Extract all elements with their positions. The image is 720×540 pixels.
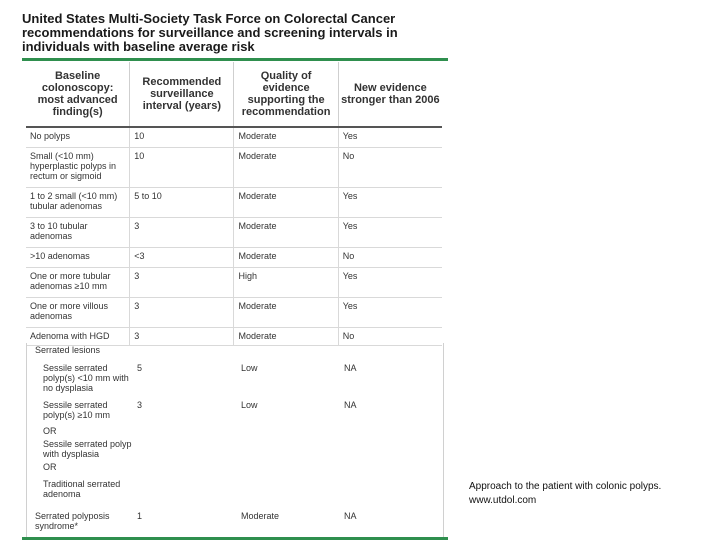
serrated-interval: 5 — [137, 363, 143, 373]
cell-interval: 10 — [130, 127, 234, 147]
header-quality: Quality of evidence supporting the recommendation — [234, 62, 338, 127]
cell-quality: Moderate — [234, 297, 338, 327]
cell-quality: Moderate — [234, 127, 338, 147]
serrated-finding: OR — [43, 462, 57, 472]
serrated-finding: Traditional serrated adenoma — [43, 479, 121, 499]
table-row — [26, 187, 442, 217]
header-new-evidence: New evidence stronger than 2006 — [338, 62, 442, 127]
cell-quality: Moderate — [234, 327, 338, 345]
cell-new: Yes — [338, 267, 442, 297]
cell-finding: No polyps — [26, 127, 130, 147]
cell-finding: One or more villous adenomas — [26, 297, 130, 327]
cell-new: Yes — [338, 297, 442, 327]
cell-interval: <3 — [130, 247, 234, 267]
cell-new: No — [338, 327, 442, 345]
cell-new: Yes — [338, 187, 442, 217]
serrated-interval: 1 — [137, 511, 143, 521]
cell-new: Yes — [338, 127, 442, 147]
top-divider — [22, 58, 448, 61]
cell-new: No — [338, 247, 442, 267]
table-row — [26, 127, 442, 147]
serrated-new: NA — [344, 363, 357, 373]
table-row — [26, 297, 442, 327]
cell-interval: 3 — [130, 267, 234, 297]
cell-quality: Moderate — [234, 217, 338, 247]
table-row — [26, 217, 442, 247]
cell-quality: Moderate — [234, 187, 338, 217]
surveillance-table — [26, 62, 442, 346]
header-interval: Recommended surveillance interval (years) — [130, 62, 234, 127]
serrated-finding: OR — [43, 426, 57, 436]
serrated-interval: 3 — [137, 400, 143, 410]
cell-finding: One or more tubular adenomas ≥10 mm — [26, 267, 130, 297]
cell-interval: 5 to 10 — [130, 187, 234, 217]
surveillance-table-grid — [26, 62, 442, 346]
cell-finding: >10 adenomas — [26, 247, 130, 267]
cell-interval: 3 — [130, 297, 234, 327]
serrated-quality: Moderate — [241, 511, 280, 521]
cell-interval: 10 — [130, 147, 234, 187]
table-header-row — [26, 62, 442, 127]
cell-interval: 3 — [130, 217, 234, 247]
cell-finding: 1 to 2 small (<10 mm) tubular adenomas — [26, 187, 130, 217]
serrated-new: NA — [344, 511, 357, 521]
cell-interval: 3 — [130, 327, 234, 345]
cell-new: No — [338, 147, 442, 187]
cell-new: Yes — [338, 217, 442, 247]
cell-finding: Adenoma with HGD — [26, 327, 130, 345]
serrated-finding: Sessile serrated polyp(s) <10 mm with no dysplasia — [43, 363, 129, 393]
serrated-new: NA — [344, 400, 357, 410]
serrated-lesions-section — [26, 343, 444, 537]
cell-quality: Moderate — [234, 147, 338, 187]
serrated-quality: Low — [241, 363, 258, 373]
source-citation: Approach to the patient with colonic polyps. www.utdol.com — [469, 481, 662, 506]
cell-finding: Small (<10 mm) hyperplastic polyps in rectum or sigmoid — [26, 147, 130, 187]
cell-quality: Moderate — [234, 247, 338, 267]
serrated-finding: Sessile serrated polyp with dysplasia — [43, 439, 132, 459]
serrated-finding: Sessile serrated polyp(s) ≥10 mm — [43, 400, 110, 420]
table-row — [26, 247, 442, 267]
table-row — [26, 147, 442, 187]
serrated-finding: Serrated polyposis syndrome* — [35, 511, 110, 531]
header-finding: Baseline colonoscopy: most advanced finding(s) — [26, 62, 130, 127]
serrated-quality: Low — [241, 400, 258, 410]
document-title: United States Multi-Society Task Force on Colorectal Cancer recommendations for surveillance and screening intervals in individuals with baseline average risk — [22, 11, 398, 54]
serrated-heading: Serrated lesions — [35, 345, 101, 355]
cell-quality: High — [234, 267, 338, 297]
table-row — [26, 267, 442, 297]
cell-finding: 3 to 10 tubular adenomas — [26, 217, 130, 247]
